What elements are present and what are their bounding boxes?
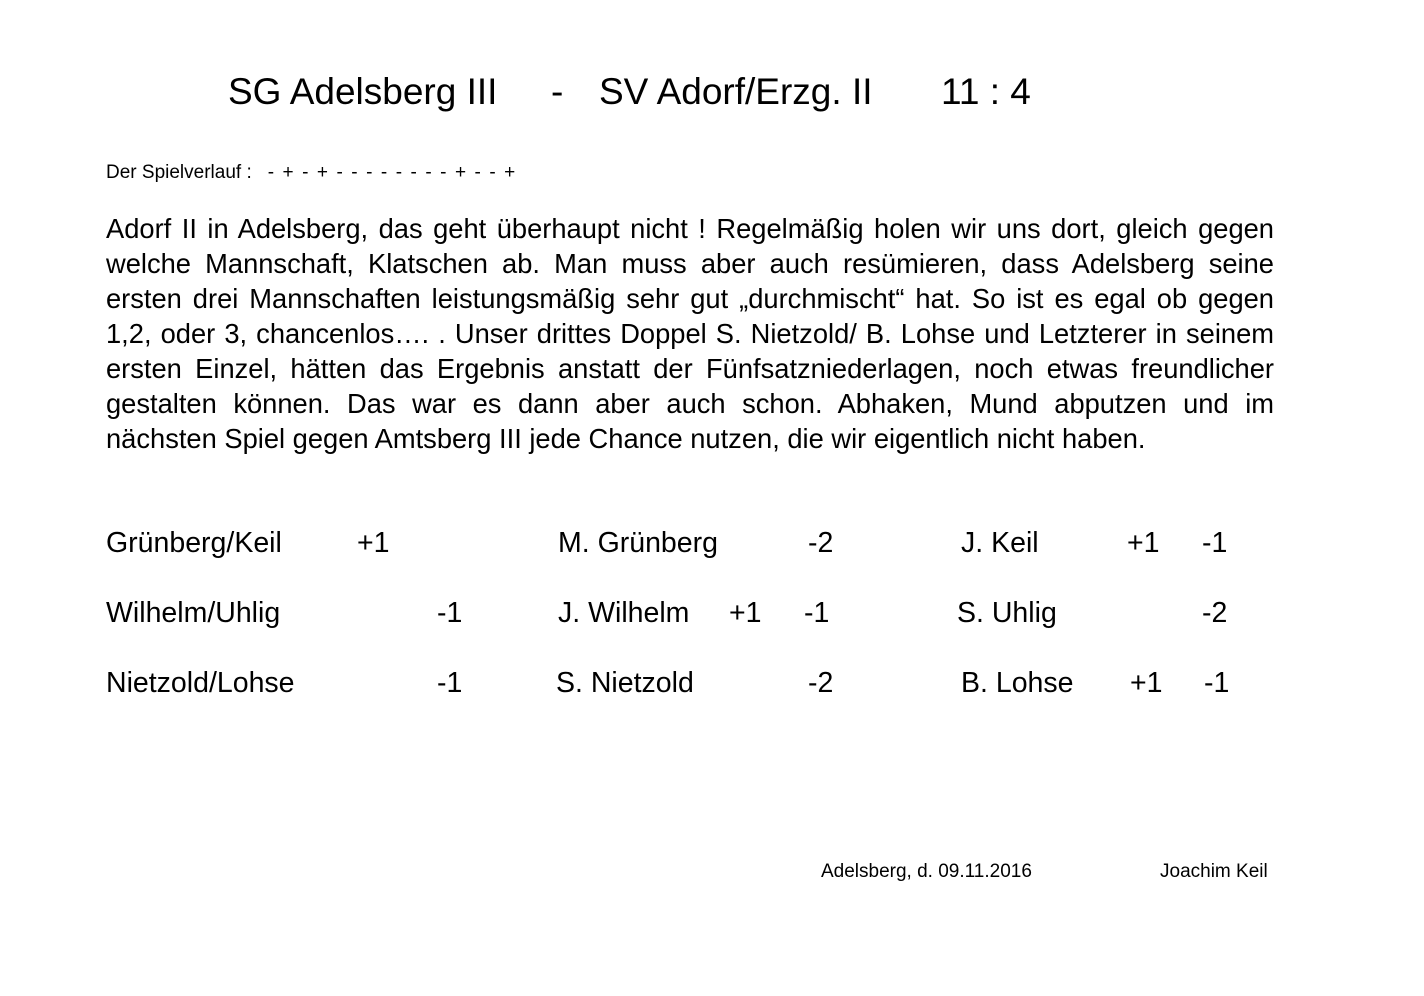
doubles-plus: +1 — [357, 527, 390, 559]
single-minus: -2 — [1202, 597, 1228, 629]
doubles-minus: -1 — [437, 597, 463, 629]
single-name: J. Wilhelm — [558, 597, 690, 629]
game-progress — [106, 161, 517, 185]
author: Joachim Keil — [1160, 861, 1268, 882]
doubles-name: Wilhelm/Uhlig — [106, 597, 281, 629]
single-name: M. Grünberg — [558, 527, 718, 559]
single-minus: -1 — [1204, 667, 1230, 699]
doubles-name: Nietzold/Lohse — [106, 667, 295, 699]
single-minus: -2 — [808, 667, 834, 699]
single-minus: -2 — [808, 527, 834, 559]
progress-label: Der Spielverlauf : — [106, 162, 252, 183]
single-name: S. Nietzold — [556, 667, 694, 699]
team-separator: - — [551, 71, 564, 112]
single-name: J. Keil — [961, 527, 1039, 559]
away-team: SV Adorf/Erzg. II — [599, 71, 873, 112]
single-plus: +1 — [729, 597, 762, 629]
doubles-name: Grünberg/Keil — [106, 527, 282, 559]
single-name: S. Uhlig — [957, 597, 1057, 629]
place-date: Adelsberg, d. 09.11.2016 — [821, 861, 1032, 882]
single-name: B. Lohse — [961, 667, 1074, 699]
single-plus: +1 — [1130, 667, 1163, 699]
home-team: SG Adelsberg III — [228, 71, 498, 112]
progress-sequence: - + - + - - - - - - - - + - - + — [267, 162, 517, 183]
match-report: Adorf II in Adelsberg, das geht überhaupt nicht ! Regelmäßig holen wir uns dort, gleich gegen welche Mannschaft, Klatschen ab. Man muss aber auch resümieren, dass Adelsberg seine ersten drei Mannschaften leistungsmäßig sehr gut „durchmischt“ hat. So ist es egal ob gegen 1,2, oder 3, chancenlos…. . Unser drittes Doppel S. Nietzold/ B. Lohse und Letzterer in seinem ersten Einzel, hätten das Ergebnis anstatt der Fünfsatzniederlagen, noch etwas freundlicher gestalten können. Das war es dann aber auch schon. Abhaken, Mund abputzen und im nächsten Spiel gegen Amtsberg III jede Chance nutzen, die wir eigentlich nicht haben. — [106, 213, 1274, 454]
single-plus: +1 — [1127, 527, 1160, 559]
doubles-minus: -1 — [437, 667, 463, 699]
single-minus: -1 — [804, 597, 830, 629]
match-score: 11 : 4 — [941, 71, 1031, 112]
single-minus: -1 — [1202, 527, 1228, 559]
